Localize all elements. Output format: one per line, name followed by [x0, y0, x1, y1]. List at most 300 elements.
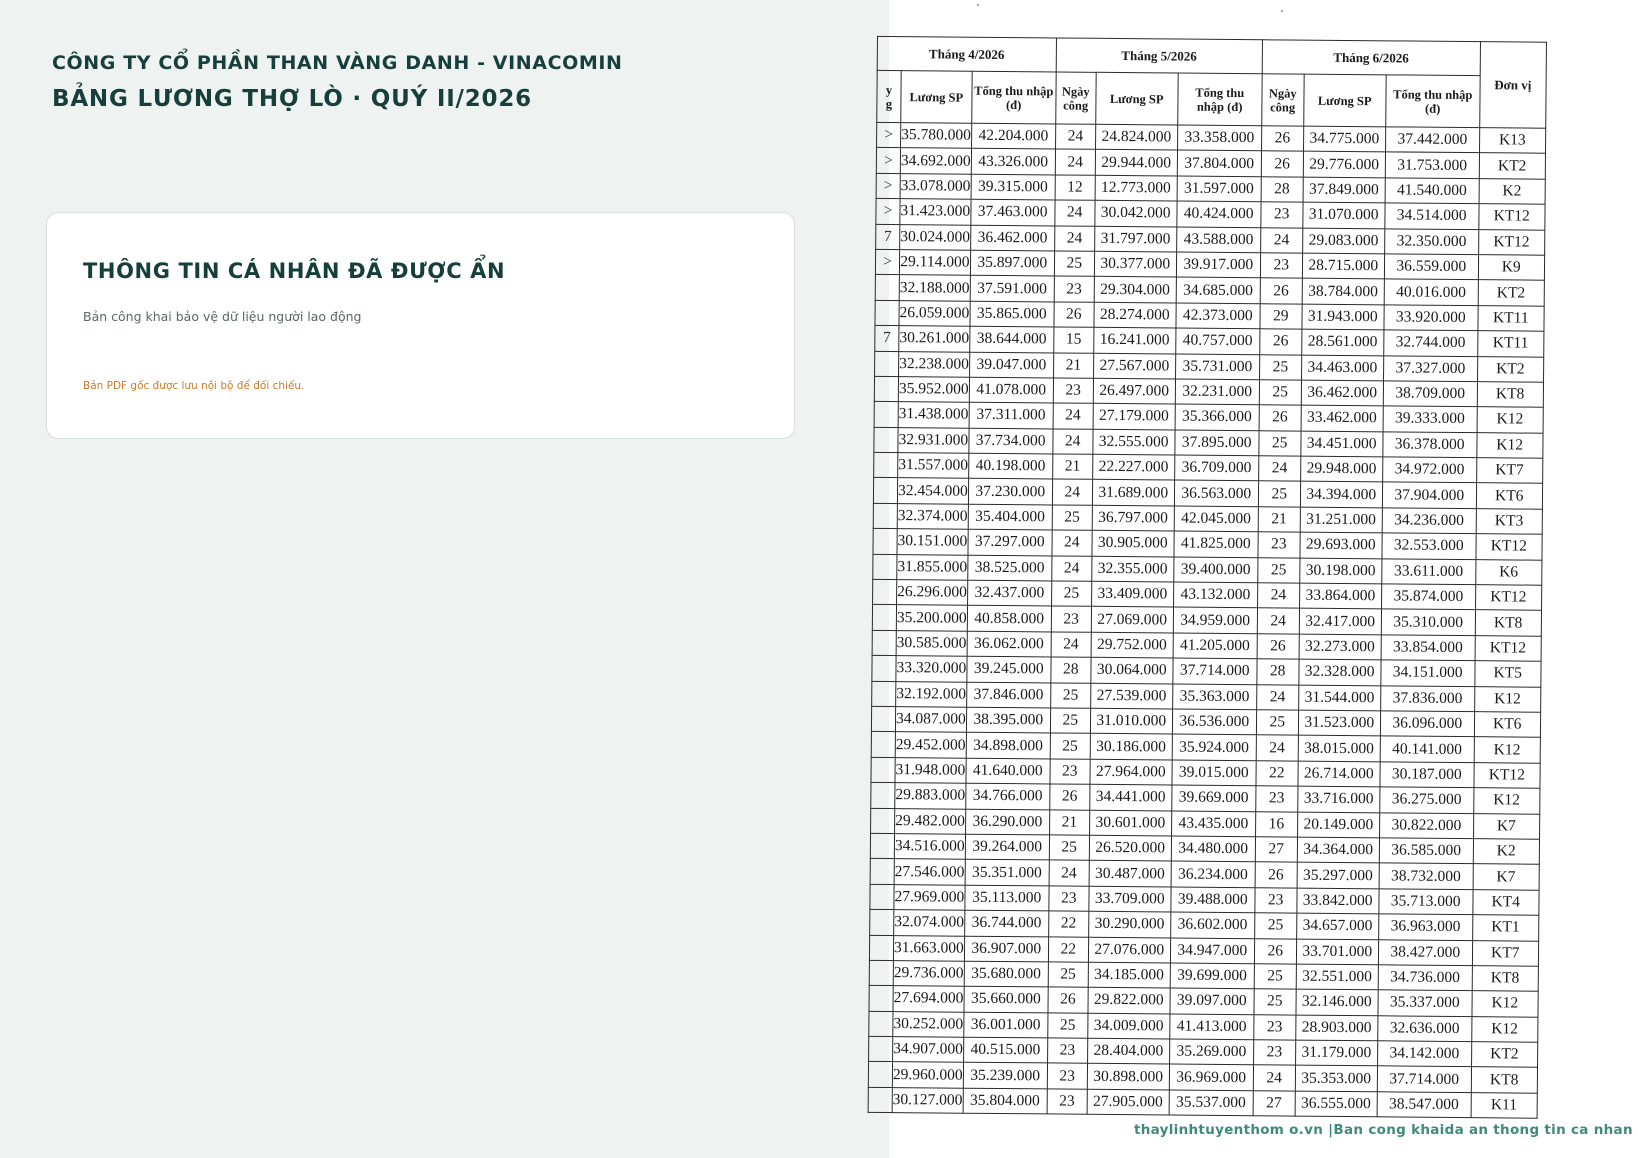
- table-cell: [875, 300, 899, 326]
- table-cell: [870, 884, 894, 910]
- table-cell: 23: [1051, 606, 1091, 632]
- table-cell: 35.680.000: [964, 961, 1048, 987]
- table-cell: 26: [1048, 987, 1088, 1013]
- table-cell: KT6: [1476, 483, 1542, 509]
- table-cell: 29.883.000: [895, 783, 966, 809]
- table-cell: 39.488.000: [1171, 887, 1255, 913]
- table-cell: 31.663.000: [893, 935, 964, 961]
- table-cell: 29.482.000: [895, 808, 966, 834]
- table-cell: 37.714.000: [1173, 658, 1257, 684]
- table-cell: [872, 656, 896, 682]
- table-cell: 32.192.000: [896, 681, 967, 707]
- table-cell: 36.563.000: [1174, 480, 1258, 506]
- table-cell: 21: [1049, 809, 1089, 835]
- table-cell: [871, 706, 895, 732]
- table-cell: 37.442.000: [1385, 127, 1479, 153]
- table-cell: 36.275.000: [1379, 787, 1473, 813]
- table-cell: K7: [1473, 864, 1539, 890]
- table-cell: 35.363.000: [1172, 684, 1256, 710]
- table-cell: [873, 579, 897, 605]
- table-cell: 32.551.000: [1296, 964, 1378, 990]
- table-cell: 23: [1260, 253, 1302, 279]
- table-cell: K2: [1473, 839, 1539, 865]
- table-cell: 35.897.000: [970, 250, 1054, 276]
- table-cell: 27.069.000: [1091, 607, 1173, 633]
- ngay-label: Ngày: [1061, 84, 1090, 99]
- table-cell: 35.353.000: [1295, 1066, 1377, 1092]
- table-cell: [869, 1011, 893, 1037]
- nhap-label: nhập (đ): [1196, 99, 1243, 114]
- table-cell: 32.437.000: [967, 580, 1051, 606]
- table-cell: 32.238.000: [899, 351, 970, 377]
- table-cell: 40.141.000: [1380, 736, 1474, 762]
- table-cell: 29: [1260, 303, 1302, 329]
- table-cell: KT8: [1472, 966, 1538, 992]
- table-cell: 39.699.000: [1170, 963, 1254, 989]
- table-cell: 36.462.000: [970, 225, 1054, 251]
- table-cell: 34.151.000: [1381, 660, 1475, 686]
- table-cell: 35.865.000: [970, 301, 1054, 327]
- table-cell: 27.179.000: [1093, 404, 1175, 430]
- table-cell: 23: [1255, 786, 1297, 812]
- table-cell: 39.333.000: [1383, 406, 1477, 432]
- table-cell: 27.969.000: [894, 884, 965, 910]
- table-cell: 29.776.000: [1303, 152, 1385, 178]
- table-cell: 30.585.000: [896, 630, 967, 656]
- table-cell: 30.064.000: [1091, 657, 1173, 683]
- table-cell: 23: [1047, 1089, 1087, 1115]
- table-cell: 30.377.000: [1094, 251, 1176, 277]
- table-cell: 25: [1050, 733, 1090, 759]
- table-cell: 34.514.000: [1385, 203, 1479, 229]
- table-cell: 40.757.000: [1175, 328, 1259, 354]
- month-header-jun: Tháng 6/2026: [1262, 40, 1480, 76]
- tong-thu-nhap-label: Tổng thu nhập: [974, 83, 1054, 98]
- table-cell: 23: [1054, 276, 1094, 302]
- table-cell: 24: [1260, 227, 1302, 253]
- table-cell: K12: [1473, 788, 1539, 814]
- table-cell: 23: [1047, 1038, 1087, 1064]
- table-cell: 40.424.000: [1177, 201, 1261, 227]
- table-cell: 31.689.000: [1092, 480, 1174, 506]
- table-cell: [870, 833, 894, 859]
- table-cell: 35.200.000: [896, 605, 967, 631]
- table-cell: 34.480.000: [1171, 836, 1255, 862]
- table-cell: K12: [1477, 432, 1543, 458]
- table-cell: 23: [1254, 1014, 1296, 1040]
- tong-thu-nhap-label: Tổng thu nhập: [1393, 86, 1473, 102]
- table-cell: 26.714.000: [1298, 761, 1380, 787]
- table-cell: 29.083.000: [1302, 228, 1384, 254]
- salary-table: [868, 36, 1547, 1119]
- table-cell: 35.239.000: [963, 1063, 1047, 1089]
- table-cell: 25: [1254, 989, 1296, 1015]
- table-cell: 36.602.000: [1170, 912, 1254, 938]
- table-cell: 36.744.000: [964, 910, 1048, 936]
- table-cell: 25: [1257, 557, 1299, 583]
- table-cell: 32.417.000: [1299, 609, 1381, 635]
- table-cell: 32.188.000: [899, 275, 970, 301]
- table-cell: 23: [1047, 1063, 1087, 1089]
- table-cell: 35.337.000: [1378, 990, 1472, 1016]
- table-cell: 28.903.000: [1296, 1015, 1378, 1041]
- table-cell: KT6: [1474, 712, 1540, 738]
- ngay-label: Ngày: [1268, 85, 1297, 101]
- table-cell: 39.264.000: [965, 834, 1049, 860]
- table-cell: 32.355.000: [1091, 556, 1173, 582]
- table-cell: 37.804.000: [1177, 150, 1261, 176]
- table-cell: 22: [1048, 936, 1088, 962]
- table-cell: 36.963.000: [1378, 914, 1472, 940]
- salary-table-scan: [880, 36, 1629, 1124]
- table-cell: 24: [1052, 530, 1092, 556]
- table-cell: 23: [1053, 378, 1093, 404]
- table-cell: KT1: [1472, 915, 1538, 941]
- table-cell: 30.487.000: [1089, 861, 1171, 887]
- table-cell: 28.404.000: [1087, 1038, 1169, 1064]
- table-cell: 30.024.000: [900, 224, 971, 250]
- cut-bottom: g: [885, 96, 893, 111]
- table-cell: 26.497.000: [1093, 378, 1175, 404]
- table-cell: K12: [1474, 686, 1540, 712]
- table-cell: 26: [1257, 634, 1299, 660]
- table-cell: [874, 427, 898, 453]
- table-cell: [871, 808, 895, 834]
- table-cell: 30.186.000: [1090, 734, 1172, 760]
- table-cell: 36.290.000: [965, 809, 1049, 835]
- table-cell: 36.797.000: [1092, 505, 1174, 531]
- table-cell: 25: [1049, 835, 1089, 861]
- table-cell: 35.297.000: [1297, 862, 1379, 888]
- table-cell: 12.773.000: [1095, 175, 1177, 201]
- card-title: THÔNG TIN CÁ NHÂN ĐÃ ĐƯỢC ẨN: [83, 259, 506, 283]
- table-cell: 32.350.000: [1384, 228, 1478, 254]
- table-cell: 29.752.000: [1091, 632, 1173, 658]
- table-cell: 30.905.000: [1092, 531, 1174, 557]
- table-cell: 43.326.000: [971, 149, 1055, 175]
- table-cell: 26.520.000: [1089, 835, 1171, 861]
- table-cell: 39.015.000: [1172, 760, 1256, 786]
- table-cell: 31.855.000: [897, 554, 968, 580]
- column-header-luong-sp-jun: Lương SP: [1303, 74, 1385, 127]
- table-cell: [870, 859, 894, 885]
- table-cell: >: [877, 122, 901, 148]
- tong-thu-nhap-unit: (đ): [1424, 101, 1441, 116]
- table-cell: 30.290.000: [1088, 911, 1170, 937]
- table-cell: 30.198.000: [1299, 558, 1381, 584]
- column-header-ngay-cong-may: [1055, 72, 1095, 124]
- table-cell: 16.241.000: [1093, 327, 1175, 353]
- salary-table-body: [868, 122, 1545, 1118]
- table-cell: 34.009.000: [1088, 1013, 1170, 1039]
- table-cell: 34.766.000: [966, 783, 1050, 809]
- cut-top: y: [885, 82, 893, 97]
- table-cell: [872, 681, 896, 707]
- privacy-notice-card: [46, 212, 795, 439]
- table-cell: [875, 351, 899, 377]
- table-cell: 33.611.000: [1381, 558, 1475, 584]
- table-cell: 34.364.000: [1297, 837, 1379, 863]
- table-cell: 43.435.000: [1171, 811, 1255, 837]
- table-cell: 32.454.000: [897, 478, 968, 504]
- table-cell: 39.669.000: [1172, 785, 1256, 811]
- table-cell: 23: [1261, 202, 1303, 228]
- table-cell: 34.185.000: [1088, 962, 1170, 988]
- table-cell: 7: [875, 326, 899, 352]
- table-cell: 23: [1255, 887, 1297, 913]
- cong-label: công: [1063, 98, 1089, 113]
- table-cell: [869, 960, 893, 986]
- table-cell: KT12: [1478, 229, 1544, 255]
- column-header-row: [877, 70, 1546, 128]
- table-cell: 21: [1052, 454, 1092, 480]
- table-cell: [868, 1062, 892, 1088]
- table-cell: 37.463.000: [971, 199, 1055, 225]
- table-cell: [873, 554, 897, 580]
- table-cell: KT12: [1479, 204, 1545, 230]
- table-cell: 35.660.000: [964, 986, 1048, 1012]
- table-cell: 26: [1254, 938, 1296, 964]
- watermark-footer: thaylinhtuyenthom o.vn |Ban cong khaida an thong tin ca nhan: [1134, 1122, 1633, 1138]
- table-cell: >: [876, 199, 900, 225]
- table-cell: 33.709.000: [1089, 886, 1171, 912]
- month-header-may: Tháng 5/2026: [1056, 38, 1262, 74]
- table-cell: 36.585.000: [1379, 838, 1473, 864]
- table-cell: 34.657.000: [1296, 913, 1378, 939]
- table-cell: 26.059.000: [899, 300, 970, 326]
- column-header-tong-thu-nhap-jun: [1385, 75, 1479, 128]
- table-cell: 25: [1259, 354, 1301, 380]
- table-cell: 31.423.000: [900, 199, 971, 225]
- table-cell: 32.931.000: [898, 427, 969, 453]
- table-cell: 26: [1259, 329, 1301, 355]
- table-cell: 33.409.000: [1091, 581, 1173, 607]
- table-cell: 30.261.000: [899, 326, 970, 352]
- table-cell: 32.074.000: [894, 910, 965, 936]
- table-cell: KT3: [1476, 509, 1542, 535]
- table-cell: 35.366.000: [1175, 404, 1259, 430]
- table-cell: 25: [1051, 581, 1091, 607]
- table-cell: 29.948.000: [1300, 456, 1382, 482]
- table-cell: 25: [1054, 251, 1094, 277]
- table-cell: 22: [1256, 760, 1298, 786]
- table-cell: 24.824.000: [1095, 124, 1177, 150]
- table-cell: 7: [876, 224, 900, 250]
- table-cell: 31.523.000: [1298, 710, 1380, 736]
- table-cell: 31.070.000: [1303, 202, 1385, 228]
- table-cell: 27.905.000: [1087, 1089, 1169, 1115]
- table-cell: [871, 757, 895, 783]
- table-cell: K13: [1479, 128, 1545, 154]
- table-cell: 28: [1257, 659, 1299, 685]
- table-cell: 41.413.000: [1170, 1014, 1254, 1040]
- table-cell: 24: [1055, 149, 1095, 175]
- table-cell: [872, 630, 896, 656]
- table-cell: 33.701.000: [1296, 939, 1378, 965]
- table-cell: KT5: [1475, 661, 1541, 687]
- table-cell: 32.744.000: [1383, 330, 1477, 356]
- table-cell: KT12: [1476, 534, 1542, 560]
- table-cell: KT2: [1477, 356, 1543, 382]
- table-cell: 39.400.000: [1173, 557, 1257, 583]
- table-cell: 27: [1253, 1091, 1295, 1117]
- table-cell: 39.917.000: [1176, 252, 1260, 278]
- table-cell: 24: [1055, 200, 1095, 226]
- table-cell: 37.895.000: [1175, 430, 1259, 456]
- table-cell: 40.515.000: [963, 1037, 1047, 1063]
- table-cell: 23: [1049, 886, 1089, 912]
- table-cell: 39.315.000: [971, 174, 1055, 200]
- table-cell: 24: [1258, 456, 1300, 482]
- table-cell: KT2: [1478, 280, 1544, 306]
- table-cell: 32.553.000: [1382, 533, 1476, 559]
- table-cell: 28: [1051, 657, 1091, 683]
- table-cell: 36.096.000: [1380, 711, 1474, 737]
- table-cell: 42.373.000: [1176, 303, 1260, 329]
- column-header-luong-sp-may: Lương SP: [1095, 72, 1177, 125]
- table-cell: 43.588.000: [1176, 227, 1260, 253]
- table-cell: 42.204.000: [971, 123, 1055, 149]
- table-cell: 26: [1259, 405, 1301, 431]
- table-cell: KT12: [1475, 585, 1541, 611]
- table-cell: 34.959.000: [1173, 607, 1257, 633]
- table-cell: 35.404.000: [968, 504, 1052, 530]
- table-cell: 35.713.000: [1379, 889, 1473, 915]
- table-cell: 24: [1253, 1065, 1295, 1091]
- table-cell: 38.732.000: [1379, 863, 1473, 889]
- table-cell: [873, 529, 897, 555]
- table-cell: 36.555.000: [1295, 1091, 1377, 1117]
- table-cell: 34.775.000: [1303, 126, 1385, 152]
- table-cell: K9: [1478, 255, 1544, 281]
- table-cell: [869, 935, 893, 961]
- table-cell: 35.874.000: [1381, 584, 1475, 610]
- table-cell: 35.269.000: [1169, 1039, 1253, 1065]
- table-cell: 36.559.000: [1384, 254, 1478, 280]
- table-cell: 31.797.000: [1094, 226, 1176, 252]
- table-row: [868, 1087, 1537, 1118]
- table-cell: [873, 503, 897, 529]
- column-header-luong-sp-apr: Lương SP: [901, 71, 972, 124]
- table-cell: 37.734.000: [969, 428, 1053, 454]
- table-cell: 30.822.000: [1379, 812, 1473, 838]
- table-cell: 26.296.000: [897, 580, 968, 606]
- table-cell: 24: [1052, 479, 1092, 505]
- table-cell: 33.320.000: [896, 656, 967, 682]
- table-cell: 41.078.000: [969, 377, 1053, 403]
- column-header-tong-thu-nhap-may: [1177, 73, 1261, 126]
- table-cell: 33.920.000: [1384, 305, 1478, 331]
- table-cell: 40.016.000: [1384, 279, 1478, 305]
- table-cell: KT11: [1477, 331, 1543, 357]
- table-cell: [869, 1036, 893, 1062]
- table-cell: [869, 986, 893, 1012]
- table-cell: >: [876, 173, 900, 199]
- table-cell: 25: [1259, 380, 1301, 406]
- table-cell: 25: [1254, 913, 1296, 939]
- page-title: BẢNG LƯƠNG THỢ LÒ · QUÝ II/2026: [52, 86, 532, 112]
- table-cell: 34.516.000: [894, 834, 965, 860]
- table-cell: 24: [1052, 556, 1092, 582]
- table-cell: 27.567.000: [1093, 353, 1175, 379]
- table-cell: 29.452.000: [895, 732, 966, 758]
- table-cell: 26: [1260, 278, 1302, 304]
- table-cell: 37.297.000: [968, 529, 1052, 555]
- table-cell: 30.127.000: [892, 1087, 963, 1113]
- month-header-apr: Tháng 4/2026: [877, 36, 1056, 72]
- table-cell: 34.692.000: [900, 148, 971, 174]
- table-cell: 35.924.000: [1172, 734, 1256, 760]
- table-cell: 29.960.000: [892, 1062, 963, 1088]
- table-cell: KT8: [1471, 1067, 1537, 1093]
- table-cell: 29.736.000: [893, 960, 964, 986]
- table-cell: 24: [1256, 684, 1298, 710]
- table-cell: 36.062.000: [967, 631, 1051, 657]
- table-cell: 26: [1255, 862, 1297, 888]
- table-cell: [871, 732, 895, 758]
- table-cell: 32.146.000: [1296, 989, 1378, 1015]
- table-cell: 31.948.000: [895, 757, 966, 783]
- table-cell: 24: [1257, 608, 1299, 634]
- table-cell: 30.252.000: [893, 1011, 964, 1037]
- table-cell: 24: [1049, 860, 1089, 886]
- table-cell: 36.536.000: [1172, 709, 1256, 735]
- table-cell: 34.972.000: [1382, 457, 1476, 483]
- table-cell: [874, 402, 898, 428]
- table-cell: KT4: [1473, 889, 1539, 915]
- table-cell: 33.864.000: [1299, 583, 1381, 609]
- column-header-ngay-cong-jun: [1261, 74, 1303, 126]
- column-header-cut: [877, 70, 901, 122]
- table-cell: 34.441.000: [1090, 784, 1172, 810]
- table-cell: 24: [1055, 124, 1095, 150]
- table-cell: 30.898.000: [1087, 1064, 1169, 1090]
- table-cell: 41.205.000: [1173, 633, 1257, 659]
- table-cell: 36.907.000: [964, 936, 1048, 962]
- table-cell: 37.327.000: [1383, 355, 1477, 381]
- table-cell: 34.463.000: [1301, 355, 1383, 381]
- table-cell: 31.544.000: [1298, 685, 1380, 711]
- table-cell: 29.944.000: [1095, 150, 1177, 176]
- cong-label: công: [1270, 99, 1296, 115]
- company-name: CÔNG TY CỔ PHẦN THAN VÀNG DANH - VINACOMIN: [52, 52, 623, 74]
- table-cell: K12: [1471, 1016, 1537, 1042]
- table-cell: 25: [1048, 1013, 1088, 1039]
- table-cell: K2: [1479, 178, 1545, 204]
- table-cell: 28.561.000: [1301, 329, 1383, 355]
- table-cell: [874, 452, 898, 478]
- table-cell: 36.001.000: [964, 1012, 1048, 1038]
- table-cell: 15: [1053, 327, 1093, 353]
- table-cell: 34.451.000: [1301, 431, 1383, 457]
- table-cell: 23: [1253, 1040, 1295, 1066]
- table-cell: 33.716.000: [1297, 786, 1379, 812]
- table-cell: 26: [1261, 126, 1303, 152]
- table-cell: 23: [1050, 759, 1090, 785]
- table-cell: 24: [1053, 429, 1093, 455]
- table-cell: KT7: [1472, 940, 1538, 966]
- table-cell: 37.836.000: [1380, 685, 1474, 711]
- table-cell: 27.076.000: [1088, 937, 1170, 963]
- table-cell: 33.358.000: [1177, 125, 1261, 151]
- table-cell: [871, 783, 895, 809]
- table-cell: 25: [1258, 481, 1300, 507]
- table-cell: 28.715.000: [1302, 253, 1384, 279]
- table-cell: 34.142.000: [1377, 1041, 1471, 1067]
- table-cell: 33.842.000: [1297, 888, 1379, 914]
- table-cell: 29.114.000: [899, 250, 970, 276]
- table-cell: [868, 1087, 892, 1113]
